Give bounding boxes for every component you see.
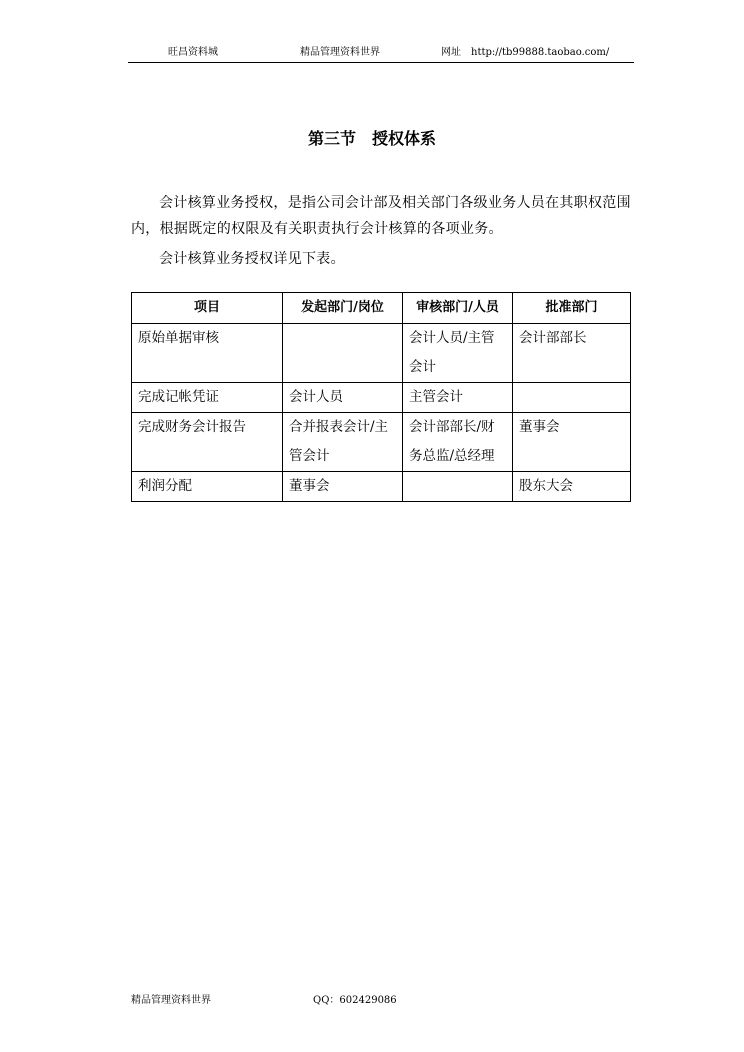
table-row xyxy=(132,324,631,383)
intro-paragraph: 会计核算业务授权，是指公司会计部及相关部门各级业务人员在其职权范围内，根据既定的权限及有关职责执行会计核算的各项业务。 xyxy=(131,195,631,237)
header-url-label: 网址 xyxy=(441,47,461,58)
cell-item: 完成财务会计报告 xyxy=(132,413,283,472)
table-row xyxy=(132,383,631,413)
footer-qq: QQ：602429086 xyxy=(313,995,397,1006)
cell-initiator xyxy=(283,324,403,383)
cell-approver xyxy=(513,383,631,413)
cell-initiator: 董事会 xyxy=(283,472,403,502)
cell-reviewer: 会计人员/主管会计 xyxy=(403,324,513,383)
header-url-link[interactable]: http://tb99888.taobao.com/ xyxy=(471,47,610,58)
header-shop-name: 旺昌资料城 xyxy=(168,47,218,58)
section-title: 第三节 授权体系 xyxy=(307,129,436,148)
footer-world-name: 精品管理资料世界 xyxy=(131,995,211,1006)
cell-approver: 董事会 xyxy=(513,413,631,472)
header-approver: 批准部门 xyxy=(513,293,631,324)
authorization-table xyxy=(131,292,631,502)
cell-reviewer: 会计部部长/财务总监/总经理 xyxy=(403,413,513,472)
header-item: 项目 xyxy=(132,293,283,324)
cell-approver: 股东大会 xyxy=(513,472,631,502)
cell-approver: 会计部部长 xyxy=(513,324,631,383)
cell-initiator: 合并报表会计/主管会计 xyxy=(283,413,403,472)
table-row xyxy=(132,413,631,472)
cell-initiator: 会计人员 xyxy=(283,383,403,413)
header-world-name: 精品管理资料世界 xyxy=(300,47,380,58)
header-reviewer: 审核部门/人员 xyxy=(403,293,513,324)
table-reference-paragraph: 会计核算业务授权详见下表。 xyxy=(159,251,345,267)
table-row xyxy=(132,472,631,502)
page-header xyxy=(128,44,634,63)
cell-reviewer xyxy=(403,472,513,502)
cell-item: 完成记帐凭证 xyxy=(132,383,283,413)
cell-reviewer: 主管会计 xyxy=(403,383,513,413)
table-header-row xyxy=(132,293,631,324)
header-initiator: 发起部门/岗位 xyxy=(283,293,403,324)
cell-item: 利润分配 xyxy=(132,472,283,502)
cell-item: 原始单据审核 xyxy=(132,324,283,383)
